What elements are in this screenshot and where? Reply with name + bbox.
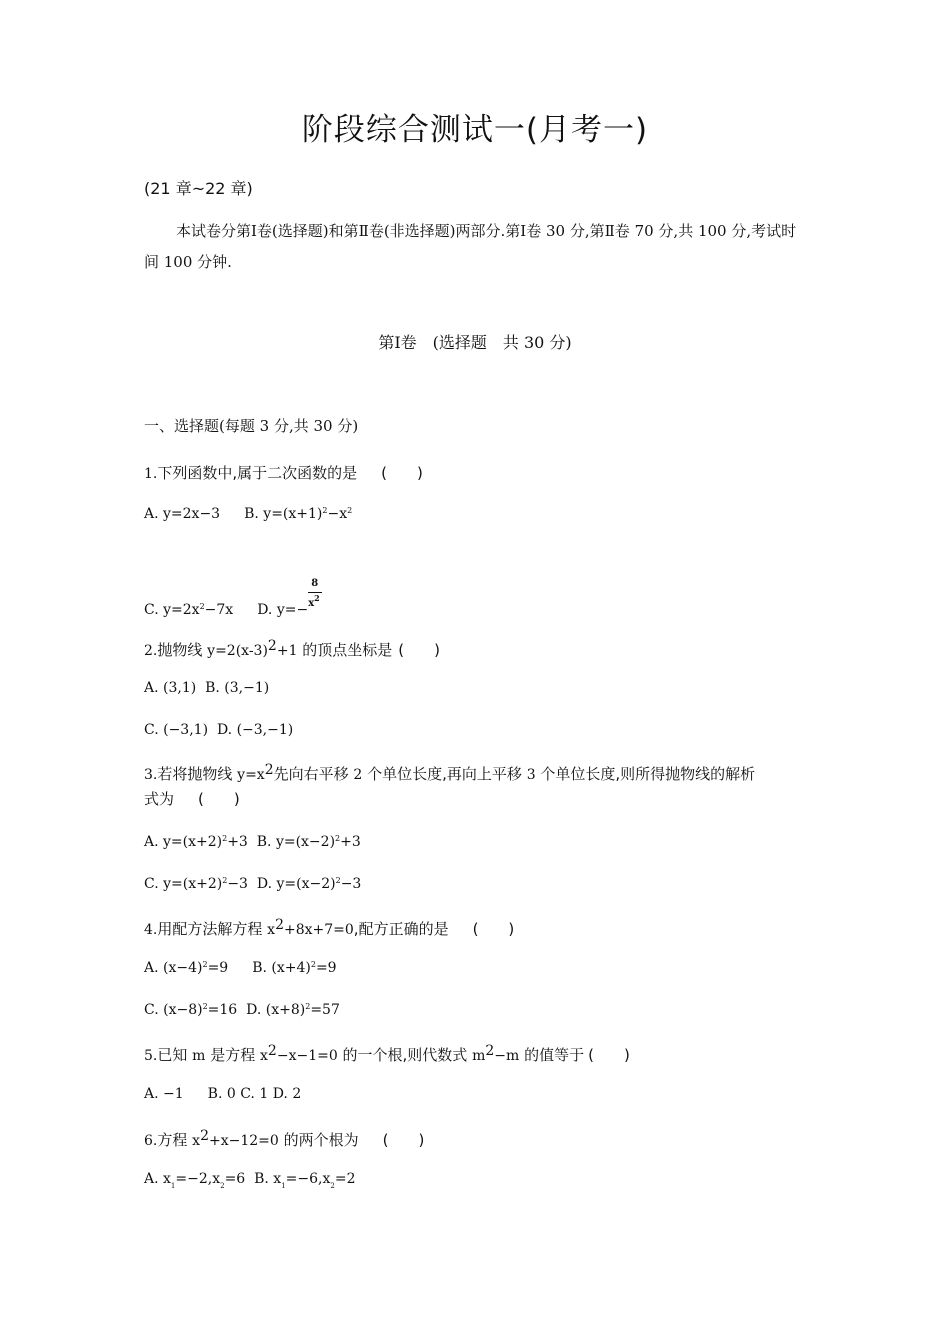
option-b[interactable]: B. $(x+4)^2=9$ — [252, 960, 337, 976]
chapter-range: (21 章~22 章) — [144, 179, 253, 198]
answer-blank[interactable]: ( ) — [381, 464, 423, 482]
option-a[interactable]: A. (3,1) — [144, 680, 197, 696]
q6-options — [144, 1171, 356, 1190]
option-b[interactable]: B. (3,−1) — [205, 680, 270, 696]
section-title: 第Ⅰ卷 (选择题 共 30 分) — [378, 333, 572, 352]
option-a[interactable]: A. $y=(x+2)^2+3$ — [144, 834, 248, 850]
option-c[interactable]: C. (−3,1) — [144, 722, 209, 738]
option-b[interactable]: B. $y=(x+1)^2-x^2$ — [244, 506, 353, 522]
q5-options — [144, 1086, 301, 1102]
part-note: (每题 3 分,共 30 分) — [219, 417, 359, 435]
question-3: 3.若将抛物线 y=x2先向右平移 2 个单位长度,再向上平移 3 个单位长度,则所得抛物线的解析 — [144, 762, 756, 783]
q2-options-ab — [144, 680, 269, 696]
option-b[interactable]: B. 0 — [207, 1086, 236, 1102]
option-d[interactable]: D. (−3,−1) — [216, 722, 294, 738]
exam-instructions: 本试卷分第Ⅰ卷(选择题)和第Ⅱ卷(非选择题)两部分.第Ⅰ卷 30 分,第Ⅱ卷 70 分,共 100 分,考试时间 100 分钟. — [144, 222, 797, 271]
q2-options-cd — [144, 722, 293, 738]
option-d[interactable]: D. y=− $\frac{8}{x^2}$ — [257, 602, 326, 618]
part-heading — [144, 415, 358, 436]
question-2: 2.抛物线 y=2(x-3)2+1 的顶点坐标是 ( ) — [144, 638, 440, 659]
part-label: 一、选择题 — [144, 417, 220, 435]
q1-options-ab — [144, 506, 352, 522]
option-c[interactable]: C. $(x-8)^2=16$ — [144, 1002, 238, 1018]
q4-options-ab — [144, 960, 337, 976]
question-6: 6.方程 x2+x−12=0 的两个根为 ( ) — [144, 1128, 425, 1149]
answer-blank[interactable]: ( ) — [398, 641, 440, 659]
option-c[interactable]: C. 1 — [240, 1086, 269, 1102]
option-a[interactable]: A. y=2x−3 — [144, 506, 221, 522]
answer-blank[interactable]: ( ) — [198, 790, 240, 808]
option-d[interactable]: D. $(x+8)^2=57$ — [246, 1002, 340, 1018]
question-1: 1.下列函数中,属于二次函数的是 ( ) — [144, 464, 423, 482]
q3-options-cd — [144, 876, 361, 892]
option-c[interactable]: C. $y=2x^2-7x$ — [144, 602, 234, 618]
option-b[interactable]: B. $y=(x-2)^2+3$ — [256, 834, 361, 850]
answer-blank[interactable]: ( ) — [382, 1131, 425, 1149]
option-c[interactable]: C. $y=(x+2)^2-3$ — [144, 876, 248, 892]
question-4: 4.用配方法解方程 x2+8x+7=0,配方正确的是 ( ) — [144, 917, 515, 938]
option-b[interactable]: B. $x_1=-6,x_2=2$ — [254, 1171, 356, 1190]
question-5: 5.已知 m 是方程 x2−x−1=0 的一个根,则代数式 m2−m 的值等于 ( ) — [144, 1043, 630, 1064]
option-a[interactable]: A. $x_1=-2,x_2=6$ — [144, 1171, 246, 1190]
page-title: 阶段综合测试一(月考一) — [301, 112, 649, 148]
q3-options-ab — [144, 834, 361, 850]
answer-blank[interactable]: ( ) — [588, 1046, 630, 1064]
q1-options-cd — [144, 578, 326, 618]
option-a[interactable]: A. $(x-4)^2=9$ — [144, 960, 229, 976]
option-d[interactable]: D. $y=(x-2)^2-3$ — [256, 876, 362, 892]
fraction: $\frac{8}{x^2}$ — [308, 586, 326, 616]
q4-options-cd — [144, 1002, 340, 1018]
option-d[interactable]: D. 2 — [272, 1086, 302, 1102]
option-a[interactable]: A. −1 — [144, 1086, 184, 1102]
answer-blank[interactable]: ( ) — [472, 920, 515, 938]
question-3-cont: 式为 ( ) — [144, 790, 240, 808]
